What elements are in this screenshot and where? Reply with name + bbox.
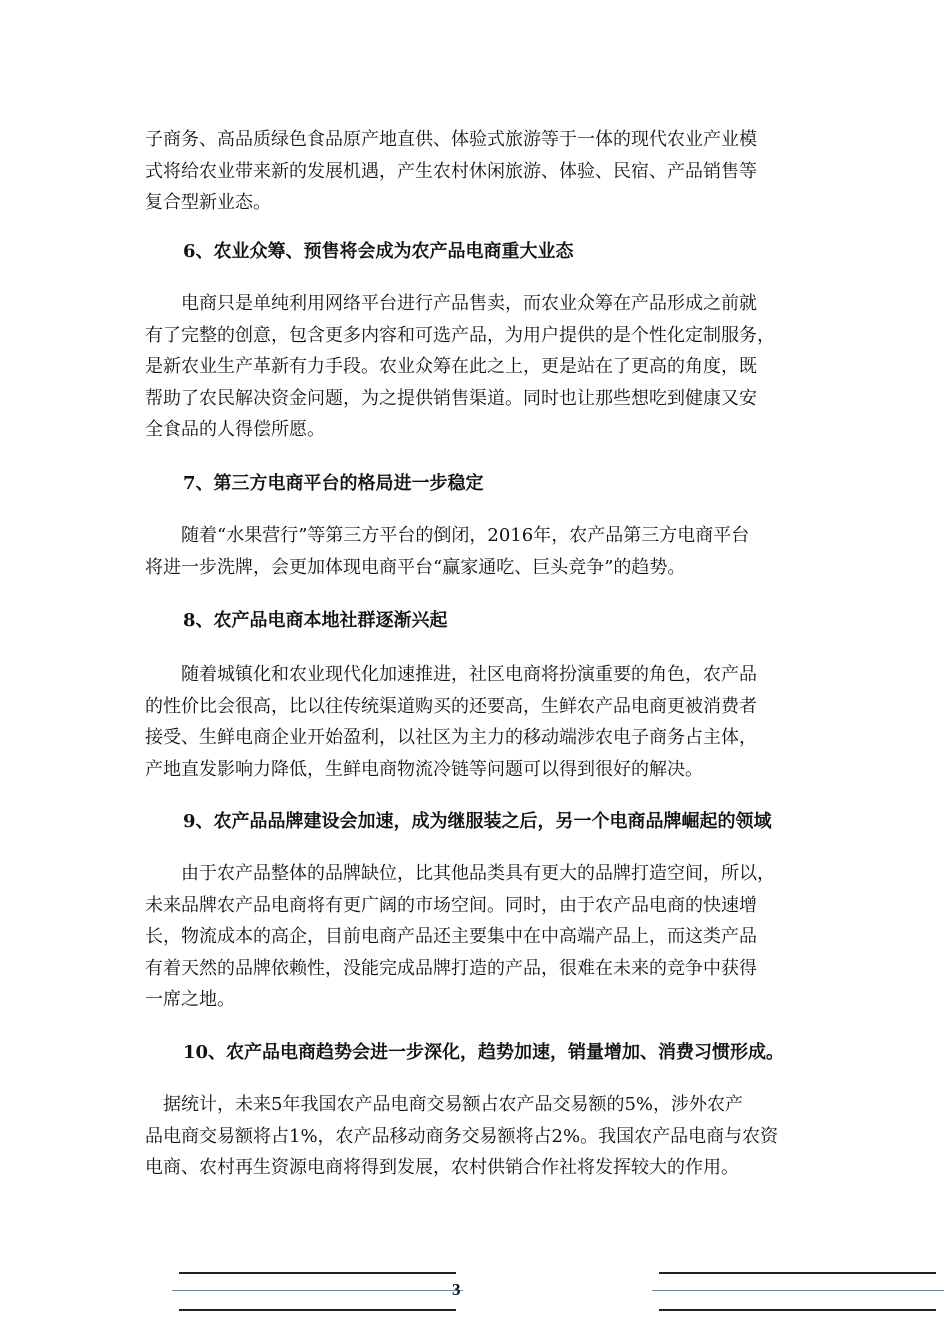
text-line: 全食品的人得偿所愿。 — [145, 419, 325, 441]
paragraph-10 — [145, 1089, 815, 1184]
footer-rule — [179, 1272, 456, 1274]
paragraph-6 — [145, 288, 815, 446]
paragraph-intro — [145, 124, 815, 219]
heading-7: 7、第三方电商平台的格局进一步稳定 — [183, 473, 484, 494]
text-line: 是新农业生产革新有力手段。农业众筹在此之上，更是站在了更高的角度，既 — [145, 356, 757, 378]
text-line: 接受、生鲜电商企业开始盈利，以社区为主力的移动端涉农电子商务占主体， — [145, 727, 757, 749]
text-line: 据统计，未来5年我国农产品电商交易额占农产品交易额的5%，涉外农产 — [145, 1094, 744, 1115]
heading-8: 8、农产品电商本地社群逐渐兴起 — [183, 610, 448, 631]
paragraph-7 — [145, 520, 815, 583]
text-line: 式将给农业带来新的发展机遇，产生农村休闲旅游、体验、民宿、产品销售等 — [145, 160, 757, 182]
text-line: 帮助了农民解决资金问题，为之提供销售渠道。同时也让那些想吃到健康又安 — [145, 387, 757, 409]
text-line: 电商只是单纯利用网络平台进行产品售卖，而农业众筹在产品形成之前就 — [145, 293, 757, 314]
text-line: 未来品牌农产品电商将有更广阔的市场空间。同时，由于农产品电商的快速增 — [145, 894, 757, 916]
text-line: 由于农产品整体的品牌缺位，比其他品类具有更大的品牌打造空间，所以， — [145, 863, 775, 884]
page-number: 3 — [452, 1280, 461, 1299]
text-line: 电商、农村再生资源电商将得到发展，农村供销合作社将发挥较大的作用。 — [145, 1157, 739, 1179]
heading-6: 6、农业众筹、预售将会成为农产品电商重大业态 — [183, 241, 574, 262]
text-line: 随着“水果营行”等第三方平台的倒闭，2016年，农产品第三方电商平台 — [145, 525, 750, 546]
footer-rule — [179, 1309, 456, 1311]
text-line: 产地直发影响力降低，生鲜电商物流冷链等问题可以得到很好的解决。 — [145, 758, 703, 780]
heading-9: 9、农产品品牌建设会加速，成为继服装之后，另一个电商品牌崛起的领域 — [183, 811, 772, 832]
text-line: 有了完整的创意，包含更多内容和可选产品，为用户提供的是个性化定制服务， — [145, 324, 775, 346]
text-line: 长，物流成本的高企，目前电商产品还主要集中在中高端产品上，而这类产品 — [145, 926, 757, 948]
heading-10: 10、农产品电商趋势会进一步深化，趋势加速，销量增加、消费习惯形成。 — [183, 1042, 785, 1063]
footer-rule — [659, 1309, 936, 1311]
footer-rule — [659, 1272, 936, 1274]
text-line: 一席之地。 — [145, 989, 235, 1011]
text-line: 将进一步洗牌，会更加体现电商平台“赢家通吃、巨头竞争”的趋势。 — [145, 556, 686, 578]
footer-rule — [172, 1290, 464, 1291]
footer-rule — [652, 1290, 944, 1291]
text-line: 复合型新业态。 — [145, 192, 271, 214]
paragraph-9 — [145, 858, 815, 1016]
text-line: 子商务、高品质绿色食品原产地直供、体验式旅游等于一体的现代农业产业模 — [145, 129, 757, 150]
text-line: 品电商交易额将占1%，农产品移动商务交易额将占2%。我国农产品电商与农资 — [145, 1125, 779, 1147]
text-line: 的性价比会很高，比以往传统渠道购买的还要高，生鲜农产品电商更被消费者 — [145, 695, 757, 717]
text-line: 随着城镇化和农业现代化加速推进，社区电商将扮演重要的角色，农产品 — [145, 664, 757, 685]
text-line: 有着天然的品牌依赖性，没能完成品牌打造的产品，很难在未来的竞争中获得 — [145, 957, 757, 979]
paragraph-8 — [145, 659, 815, 785]
